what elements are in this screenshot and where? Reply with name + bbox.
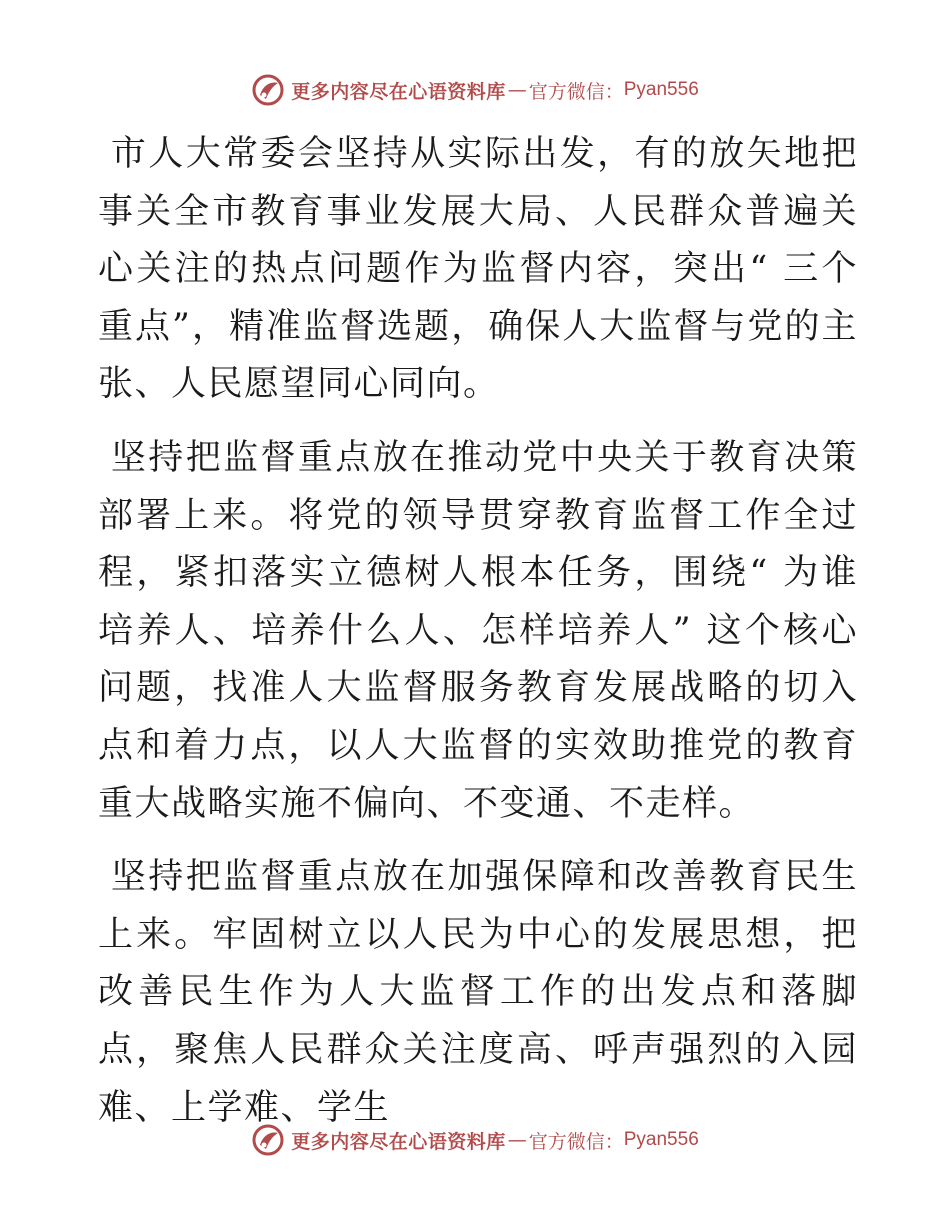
paragraph bbox=[98, 430, 858, 833]
paragraph bbox=[98, 849, 858, 1137]
header-wechat-id: Pyan556 bbox=[623, 79, 699, 100]
footer-site-text: 更多内容尽在心语资料库 bbox=[291, 1130, 506, 1153]
footer-watermark bbox=[0, 1120, 950, 1160]
header-site-text: 更多内容尽在心语资料库 bbox=[291, 80, 506, 103]
footer-wechat-label: 官方微信： bbox=[528, 1130, 624, 1153]
paragraph-text: 坚持把监督重点放在加强保障和改善教育民生上来。牢固树立以人民为中心的发展思想，把改善民生作为人大监督工作的出发点和落脚点，聚焦人民群众关注度高、呼声强烈的入园难、上学难、学生 bbox=[98, 857, 858, 1128]
paragraph bbox=[98, 126, 858, 414]
header-watermark bbox=[0, 70, 950, 110]
paragraph-text: 市人大常委会坚持从实际出发，有的放矢地把事关全市教育事业发展大局、人民群众普遍关心关注的热点问题作为监督内容，突出“ 三个重点”，精准监督选题，确保人大监督与党的主张、人民愿望同心同向。 bbox=[98, 134, 858, 405]
brand-logo-icon bbox=[251, 73, 285, 107]
footer-separator: — bbox=[507, 1129, 527, 1151]
paragraph-text: 坚持把监督重点放在推动党中央关于教育决策部署上来。将党的领导贯穿教育监督工作全过程，紧扣落实立德树人根本任务，围绕“ 为谁培养人、培养什么人、怎样培养人” 这个核心问题，找准人大监督服务教育发展战略的切入点和着力点，以人大监督的实效助推党的教育重大战略实施不偏向、不变通、不走样。 bbox=[98, 437, 858, 824]
header-wechat-label: 官方微信： bbox=[528, 80, 624, 103]
footer-wechat-id: Pyan556 bbox=[623, 1129, 699, 1150]
brand-logo-icon bbox=[251, 1123, 285, 1157]
document-body bbox=[98, 126, 858, 1153]
header-separator: — bbox=[507, 79, 527, 101]
